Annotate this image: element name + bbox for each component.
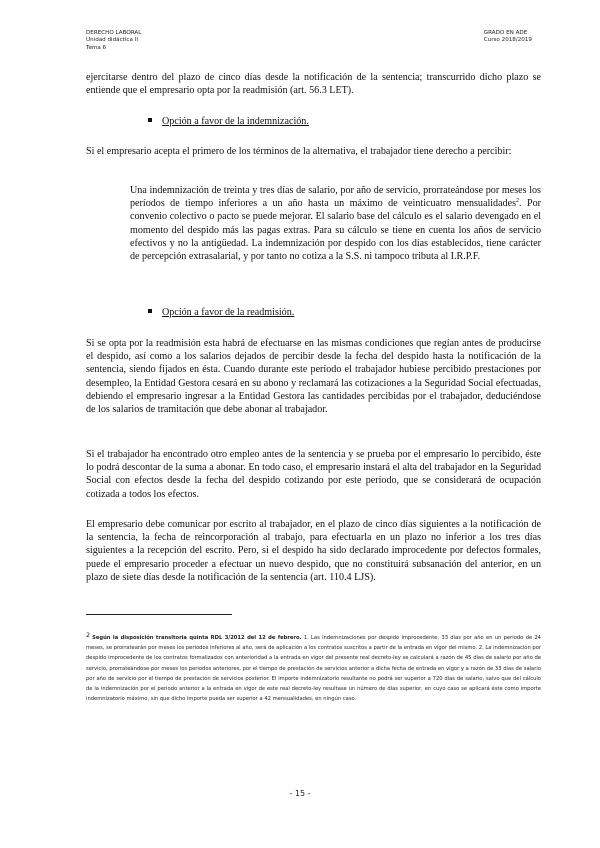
bullet-label: Opción a favor de la readmisión. — [162, 307, 295, 318]
page-number: - 15 - — [289, 789, 311, 798]
footnote-source: Según la disposición transitoria quinta RDL 3/2012 del 12 de febrero. — [92, 635, 302, 641]
bullet-indemnizacion — [148, 115, 309, 128]
paragraph-2: Si el empresario acepta el primero de los términos de la alternativa, el trabajador tiene derecho a percibir: — [86, 146, 512, 157]
header-degree: GRADO EN ADE — [483, 30, 528, 36]
header-topic: Tema 6 — [86, 44, 107, 51]
header-unit: Unidad didáctica II — [86, 37, 138, 44]
quote-text-after: . Por convenio colectivo o pacto se puede mejorar. El salario base del cálculo es el salario devengado en el momento del despido más las pagas extras. Para su cálculo se tiene en cuenta los años de servicio efectivos y no la antigüedad. La indemnización por despido con los días establecidos, tiene carácter de percepción extrasalarial, y por tanto no cotiza a la S.S. ni tampoco tributa al I.R.P.F. — [130, 198, 541, 263]
quote-text-before: Una indemnización de treinta y tres días de salario, por año de servicio, prorrateándose por meses los períodos de tiempo inferiores a un año hasta un máximo de veinticuatro mensualidades — [130, 185, 541, 210]
paragraph-3: Si se opta por la readmisión esta habrá de efectuarse en las mismas condiciones que regían antes de producirse el despido, así como a los salarios dejados de percibir desde la fecha del despido hasta la notificación de la sentencia, siendo fijados en ésta. Cuando durante este período el trabajador hubiese percibido prestaciones por desempleo, la Entidad Gestora cesará en su abono y reclamará las cotizaciones a la Seguridad Social efectuadas, debiendo el empresario ingresar a la Entidad Gestora las cantidades percibidas por el trabajador, deduciéndose de los salarios de tramitación que debe abonar al trabajador. — [86, 338, 541, 416]
header-course: DERECHO LABORAL — [86, 30, 142, 36]
bullet-label: Opción a favor de la indemnización. — [162, 116, 309, 127]
footnote-ref: 2 — [516, 198, 520, 205]
footnote — [86, 630, 541, 704]
paragraph-1: ejercitarse dentro del plazo de cinco días desde la notificación de la sentencia; transcurrido dicho plazo se entiende que el empresario opta por la readmisión (art. 56.3 LET). — [86, 72, 541, 97]
quote-paragraph — [130, 184, 541, 263]
footnote-text: 1. Las indemnizaciones por despido improcedente, 33 días por año en un periodo de 24 meses, se prorratearán por meses los periodos inferiores al año, será de aplicación a los contratos suscritos a partir de la entrada en vigor del mismo. 2. La indemnización por despido improcedente de los contratos formalizados con anterioridad a la entrada en vigor del presente real decreto-ley se calculará a razón de 45 días de salario por año de servicio, prorrateándose por meses los periodos anteriores, por el tiempo de prestación de servicios anterior a dicha fecha de entrada en vigor y a razón de 33 días de salario por año de servicio por el tiempo de prestación de servicios posterior. El importe indemnizatorio resultante no podrá ser superior a 720 días de salario, salvo que del cálculo de la indemnización por el periodo anterior a la entrada en vigor de este real decreto-ley resultase un número de días superior, en cuyo caso se aplicará éste como importe indemnizatorio máximo, sin que dicho importe pueda ser superior a 42 mensualidades, en ningún caso. — [86, 635, 542, 703]
header-right — [484, 30, 532, 45]
paragraph-5: El empresario debe comunicar por escrito al trabajador, en el plazo de cinco días siguientes a la notificación de la sentencia, la fecha de reincorporación al trabajo, para efectuarla en un plazo no inferior a los tres días siguientes a la recepción del escrito. Pero, si el despido ha sido declarado improcedente por defectos formales, puede el empresario proceder a efectuar un nuevo despido, que no constituirá subsanación del anterior, en un plazo de siete días desde la notificación de la sentencia (art. 110.4 LJS). — [86, 519, 541, 583]
footnote-divider — [86, 614, 232, 615]
header-year: Curso 2018/2019 — [483, 37, 532, 44]
header-left — [86, 30, 141, 52]
footnote-number: 2 — [86, 631, 91, 639]
bullet-icon — [148, 309, 152, 313]
paragraph-4: Si el trabajador ha encontrado otro empleo antes de la sentencia y se prueba por el empresario lo percibido, éste lo podrá descontar de la suma a abonar. En todo caso, el empresario instará el alta del trabajador en la Seguridad Social con efectos desde la fecha del despido cotizando por este período, que se considerará de ocupación cotizada a todos los efectos. — [86, 449, 541, 500]
bullet-readmision — [148, 306, 294, 319]
bullet-icon — [148, 118, 152, 122]
